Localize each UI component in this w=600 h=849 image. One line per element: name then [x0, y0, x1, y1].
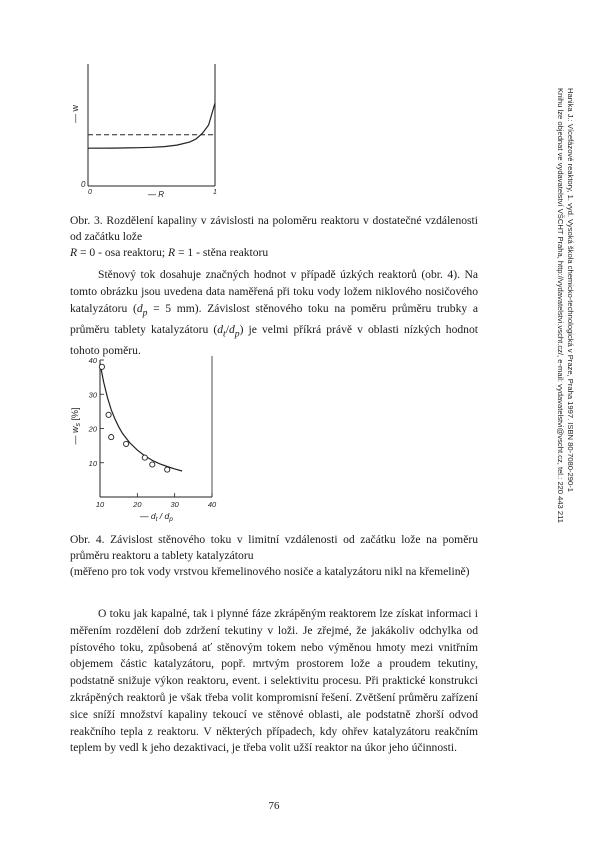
paragraph-wall-flow: Stěnový tok dosahuje značných hodnot v případě úzkých reaktorů (obr. 4). Na tomto obrázku jsou uvedena data naměřená při toku vody ložem niklového nosičového katalyzátoru ($d_p = 5$ mm). Závislost stěnového toku na poměru průměru trubky a průměru tablety katalyzátoru $(d_t/d_p)$ je velmi příkrá právě v oblasti nízkých hodnot tohoto poměru. [70, 268, 478, 357]
fig4-data-point [109, 435, 114, 440]
fig4-data-point [124, 441, 129, 446]
citation-line-2: Knihu lze objednat ve vydavatelství VŠCHT Praha, http://vydavatelstvi.vscht.cz/, e-mail: vydavatelstvi@vscht.cz, tel.: 220 443 211 [556, 88, 565, 523]
fig4-y-tick-label: 30 [88, 390, 97, 400]
fig4-y-tick-label: 40 [88, 356, 97, 365]
fig4-x-tick-label: 20 [133, 500, 142, 509]
figure-3-caption [70, 213, 478, 260]
fig4-y-label: — $w_s$ [%] [70, 407, 82, 445]
fig4-data-point [99, 364, 104, 369]
figure-4 [70, 352, 230, 527]
fig3-y-label: — w [70, 105, 80, 123]
fig3-caption-text: Obr. 3. Rozdělení kapaliny v závislosti na poloměru reaktoru v dostatečné vzdálenosti od začátku lože [70, 214, 478, 243]
paragraph-residence-time: O toku jak kapalné, tak i plynné fáze zkrápěným reaktorem lze získat informaci i měřením rozdělení dob zdržení tekutiny v loži. Je zřejmé, že jakákoliv odchylka od pístového toku, způsobená ať stěnovým tokem nebo výměnou hmoty mezi vnitřním objemem částic katalyzátoru, popř. mrtvým prostorem lože a proudem tekutiny, podstatně snižuje výkon reaktoru, event. i selektivitu procesu. Při praktické konstrukci zkrápěných reaktorů je však třeba volit kompromisní řešení. Zvětšení průměru zařízení sice sníží množství kapaliny tekoucí ve stěnové oblasti, ale podstatně zhorší odvod reakčního tepla z reaktoru. V některých případech, kdy ohřev katalyzátoru reakčním teplem by vedl k jeho dezaktivaci, je třeba volit užší reaktor na úkor jeho účinnosti. [70, 607, 478, 755]
fig4-x-tick-label: 40 [207, 500, 217, 509]
page-number: 76 [268, 800, 280, 812]
fig4-data-point [150, 462, 155, 467]
fig3-distribution-curve [88, 103, 215, 148]
citation-line-1: Hanika J.: Vícefázové reaktory, 1. vyd. Vysoká škola chemicko-technologická v Praze, Praha 1997. ISBN 80-7080-290-1 [566, 88, 575, 492]
fig3-x-tick-1: 1 [213, 189, 217, 196]
fig4-x-tick-label: 30 [170, 500, 179, 509]
fig4-data-point [106, 412, 111, 417]
sidebar-citation [555, 88, 575, 523]
fig3-x-tick-0: 0 [88, 189, 92, 196]
fig4-data-point [165, 467, 170, 472]
fig3-caption-legend: R = 0 - osa reaktoru; R = 1 - stěna reaktoru [70, 245, 269, 259]
fig4-fit-curve [100, 363, 182, 471]
fig3-x-label: — R [148, 190, 164, 199]
fig4-x-label: — $d_t / d_p$ [140, 511, 173, 523]
figure-3 [70, 60, 230, 200]
fig4-y-tick-label: 20 [88, 424, 97, 434]
fig4-x-tick-label: 10 [95, 500, 105, 509]
fig4-caption-note: (měřeno pro tok vody vrstvou křemelinového nosiče a katalyzátoru nikl na křemelině) [70, 564, 470, 578]
fig4-data-point [142, 455, 147, 460]
fig4-y-tick-label: 10 [88, 458, 97, 468]
fig4-caption-text: Obr. 4. Závislost stěnového toku v limitní vzdálenosti od začátku lože na poměru průměru reaktoru a tablety katalyzátoru [70, 533, 478, 562]
fig3-y-tick-0: 0 [81, 180, 86, 189]
figure-4-caption [70, 532, 478, 579]
